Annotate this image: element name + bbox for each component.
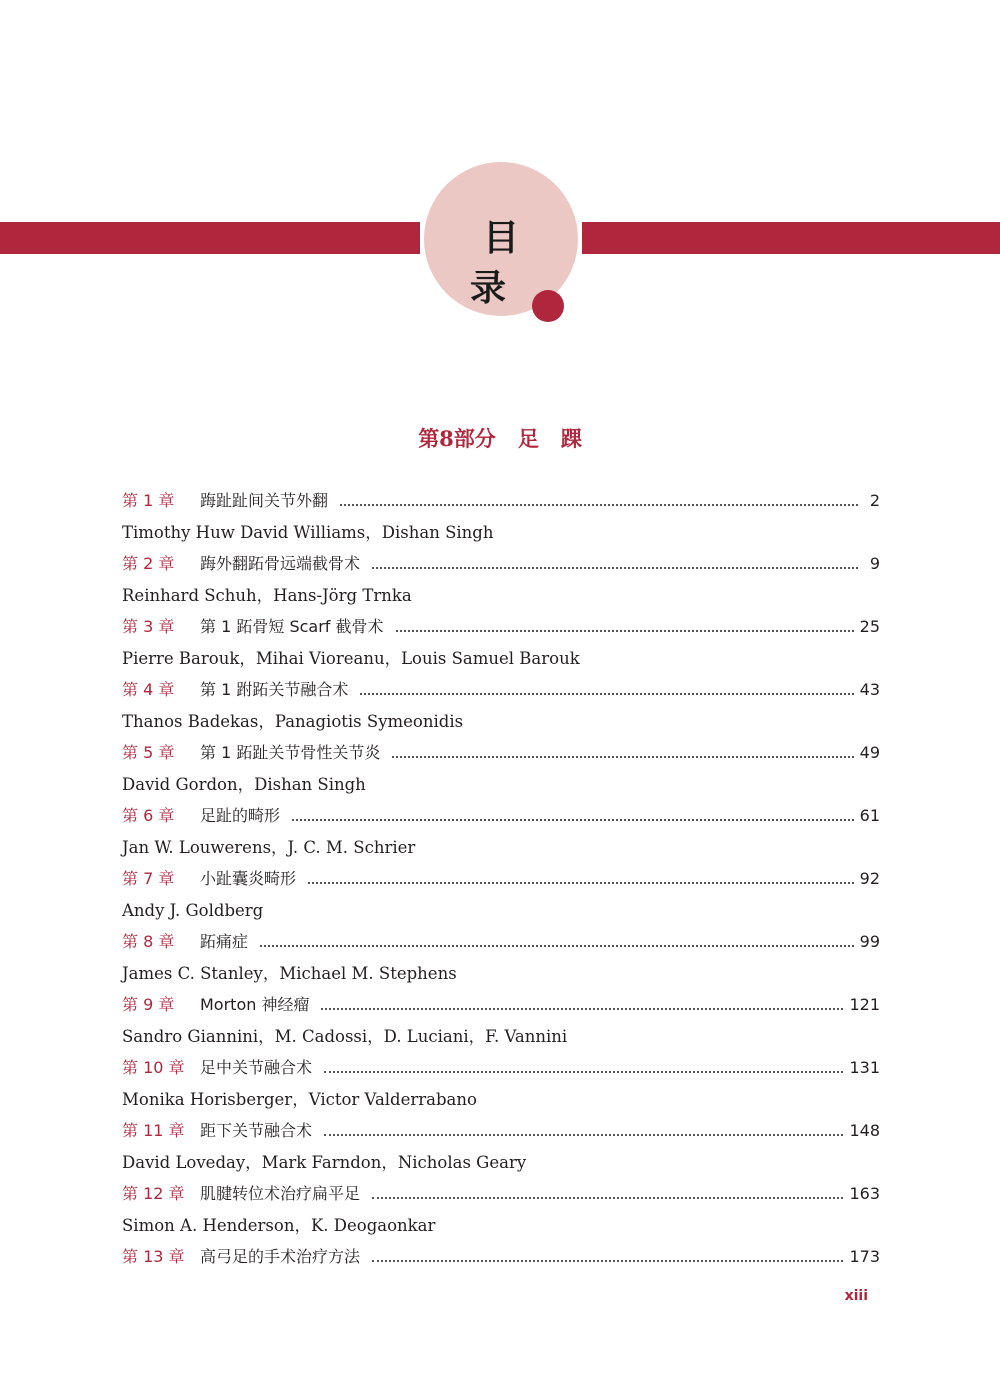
chapter-authors: Timothy Huw David Williams，Dishan Singh [122, 523, 494, 542]
chapter-authors: Monika Horisberger，Victor Valderrabano [122, 1090, 477, 1109]
chapter-title: 第 1 跗跖关节融合术 [200, 680, 349, 699]
chapter-title: Morton 神经瘤 [200, 995, 310, 1014]
page-number: xiii [844, 1288, 868, 1304]
chapter-number: 第 10 章 [122, 1058, 185, 1077]
chapter-authors: David Loveday，Mark Farndon，Nicholas Geary [122, 1153, 527, 1172]
chapter-authors: David Gordon，Dishan Singh [122, 775, 366, 794]
chapter-page: 25 [859, 617, 880, 636]
chapter-title: 高弓足的手术治疗方法 [200, 1247, 361, 1266]
chapter-number: 第 13 章 [122, 1247, 185, 1266]
chapter-number: 第 9 章 [122, 995, 175, 1014]
chapter-page: 43 [859, 680, 880, 699]
chapter-page: 61 [859, 806, 880, 825]
dot-leader [340, 502, 858, 506]
toc-entry[interactable] [122, 485, 880, 517]
chapter-authors: Sandro Giannini，M. Cadossi，D. Luciani，F. Vannini [122, 1027, 568, 1046]
chapter-number: 第 2 章 [122, 554, 175, 573]
dot-leader [392, 754, 853, 758]
chapter-authors: Simon A. Henderson，K. Deogaonkar [122, 1216, 436, 1235]
part-name-1: 足 [517, 426, 539, 451]
chapter-number: 第 5 章 [122, 743, 175, 762]
part-label: 第8部分 [418, 426, 496, 451]
dot-leader [308, 880, 854, 884]
chapter-number: 第 6 章 [122, 806, 175, 825]
toc-entry[interactable] [122, 1178, 880, 1210]
chapter-title: 第 1 跖趾关节骨性关节炎 [200, 743, 381, 762]
chapter-authors: Jan W. Louwerens，J. C. M. Schrier [122, 838, 416, 857]
chapter-number: 第 12 章 [122, 1184, 185, 1203]
chapter-authors: Andy J. Goldberg [122, 901, 264, 920]
dot-leader [292, 817, 854, 821]
toc-entry[interactable] [122, 926, 880, 958]
chapter-number: 第 7 章 [122, 869, 175, 888]
toc-entry[interactable] [122, 674, 880, 706]
chapter-authors: Thanos Badekas，Panagiotis Symeonidis [122, 712, 464, 731]
chapter-page: 173 [849, 1247, 880, 1266]
part-heading [0, 424, 1000, 454]
chapter-title: 足中关节融合术 [200, 1058, 313, 1077]
chapter-title: 踇趾趾间关节外翻 [200, 491, 329, 510]
chapter-page: 49 [859, 743, 880, 762]
dot-leader [324, 1132, 843, 1136]
chapter-title: 小趾囊炎畸形 [200, 869, 297, 888]
part-name-2: 踝 [560, 426, 582, 451]
chapter-number: 第 3 章 [122, 617, 175, 636]
chapter-title: 踇外翻跖骨远端截骨术 [200, 554, 361, 573]
chapter-number: 第 8 章 [122, 932, 175, 951]
chapter-page: 163 [849, 1184, 880, 1203]
dot-leader [372, 565, 858, 569]
toc-entry[interactable] [122, 737, 880, 769]
chapter-title: 距下关节融合术 [200, 1121, 313, 1140]
chapter-title: 跖痛症 [200, 932, 249, 951]
toc-entry[interactable] [122, 1241, 880, 1273]
dot-leader [396, 628, 854, 632]
dot-leader [372, 1258, 843, 1262]
toc-entry[interactable] [122, 800, 880, 832]
chapter-authors: Pierre Barouk，Mihai Vioreanu，Louis Samuel Barouk [122, 649, 580, 668]
toc-entry[interactable] [122, 548, 880, 580]
chapter-title: 第 1 跖骨短 Scarf 截骨术 [200, 617, 384, 636]
toc-entry[interactable] [122, 1052, 880, 1084]
toc-entry[interactable] [122, 989, 880, 1021]
chapter-page: 92 [859, 869, 880, 888]
chapter-page: 131 [849, 1058, 880, 1077]
chapter-title: 足趾的畸形 [200, 806, 281, 825]
chapter-page: 9 [869, 554, 880, 573]
chapter-page: 148 [849, 1121, 880, 1140]
dot-leader [372, 1195, 843, 1199]
header-band-left [0, 222, 420, 254]
toc-list [122, 485, 880, 1273]
toc-entry[interactable] [122, 1115, 880, 1147]
toc-entry[interactable] [122, 611, 880, 643]
toc-entry[interactable] [122, 863, 880, 895]
chapter-page: 121 [849, 995, 880, 1014]
dot-leader [324, 1069, 843, 1073]
chapter-number: 第 11 章 [122, 1121, 185, 1140]
dot-leader [260, 943, 854, 947]
chapter-authors: Reinhard Schuh，Hans-Jörg Trnka [122, 586, 412, 605]
chapter-page: 2 [869, 491, 880, 510]
chapter-number: 第 1 章 [122, 491, 175, 510]
chapter-title: 肌腱转位术治疗扁平足 [200, 1184, 361, 1203]
chapter-authors: James C. Stanley，Michael M. Stephens [122, 964, 457, 983]
dot-leader [360, 691, 853, 695]
header-band-right [582, 222, 1000, 254]
toc-title: 目 录 [469, 218, 545, 309]
chapter-number: 第 4 章 [122, 680, 175, 699]
dot-leader [321, 1006, 843, 1010]
chapter-page: 99 [859, 932, 880, 951]
